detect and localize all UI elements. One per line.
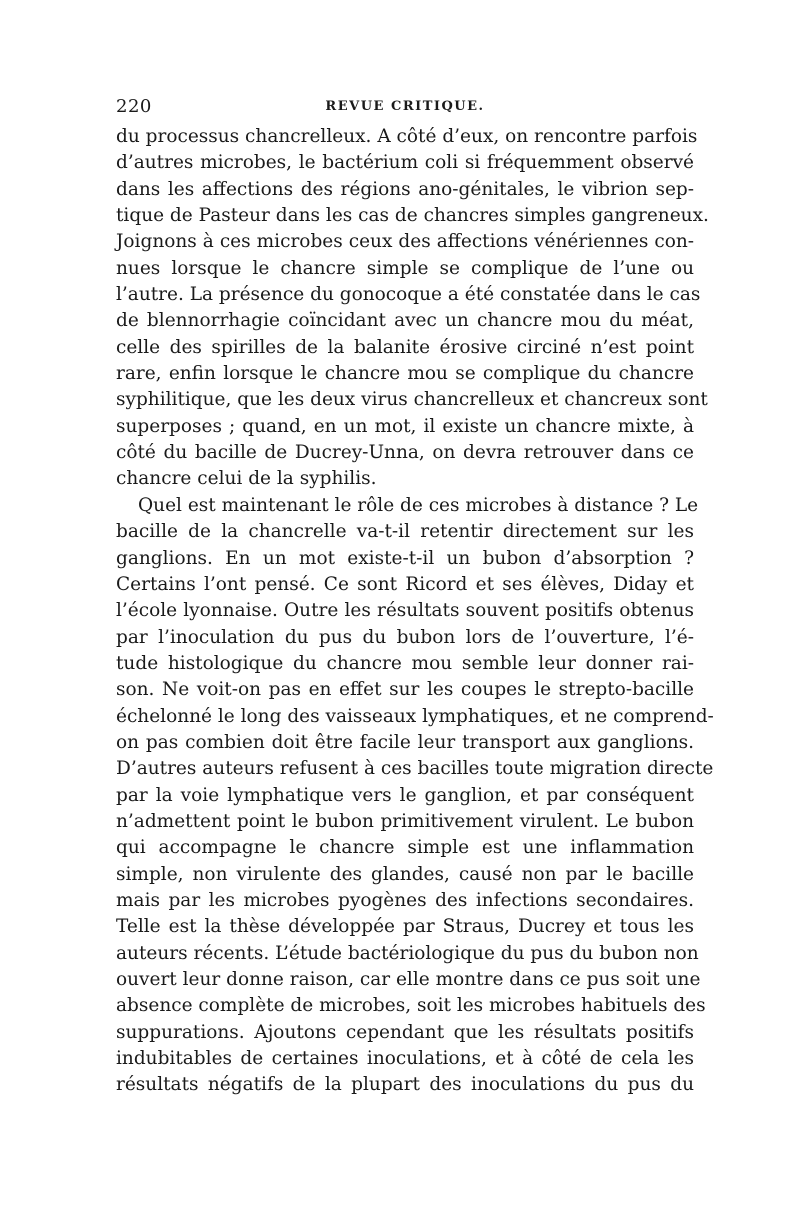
text-line: par l’inoculation du pus du bubon lors de l’ouverture, l’é- bbox=[116, 626, 694, 648]
text-line: d’autres microbes, le bactérium coli si fréquemment observé bbox=[116, 152, 694, 174]
text-line: par la voie lymphatique vers le ganglion, et par conséquent bbox=[116, 784, 694, 806]
text-line: simple, non virulente des glandes, causé non par le bacille bbox=[116, 863, 694, 885]
text-line: échelonné le long des vaisseaux lymphatiques, et ne comprend- bbox=[116, 705, 714, 727]
running-title: REVUE CRITIQUE. bbox=[325, 99, 485, 114]
paragraph-start-line: Quel est maintenant le rôle de ces microbes à distance ? Le bbox=[138, 494, 699, 516]
text-line: syphilitique, que les deux virus chancrelleux et chancreux sont bbox=[116, 389, 708, 411]
text-line: l’autre. La présence du gonocoque a été constatée dans le cas bbox=[116, 284, 701, 306]
body-text bbox=[116, 124, 714, 1099]
text-line: rare, enfin lorsque le chancre mou se complique du chancre bbox=[116, 363, 694, 385]
text-line: D’autres auteurs refusent à ces bacilles toute migration directe bbox=[116, 758, 714, 780]
text-line: bacille de la chancrelle va-t-il retentir directement sur les bbox=[116, 521, 694, 543]
text-line: Certains l’ont pensé. Ce sont Ricord et ses élèves, Diday et bbox=[116, 573, 694, 595]
text-line: on pas combien doit être facile leur transport aux ganglions. bbox=[116, 731, 694, 753]
text-line: son. Ne voit-on pas en effet sur les coupes le strepto-bacille bbox=[116, 679, 694, 701]
page-header bbox=[116, 96, 694, 120]
text-line: ganglions. En un mot existe-t-il un bubon d’absorption ? bbox=[116, 547, 694, 569]
text-line: absence complète de microbes, soit les microbes habituels des bbox=[116, 995, 706, 1017]
text-line: tude histologique du chancre mou semble leur donner rai- bbox=[116, 652, 694, 674]
paragraph-end-line: chancre celui de la syphilis. bbox=[116, 468, 377, 490]
text-line: l’école lyonnaise. Outre les résultats souvent positifs obtenus bbox=[116, 600, 694, 622]
text-line: du processus chancrelleux. A côté d’eux, on rencontre parfois bbox=[116, 126, 698, 147]
text-line: tique de Pasteur dans les cas de chancres simples gangreneux. bbox=[116, 205, 709, 227]
text-line: résultats négatifs de la plupart des inoculations du pus du bbox=[116, 1074, 694, 1096]
text-line: celle des spirilles de la balanite érosive circiné n’est point bbox=[116, 336, 694, 358]
text-line: nues lorsque le chancre simple se complique de l’une ou bbox=[116, 257, 694, 279]
text-line: n’admettent point le bubon primitivement virulent. Le bubon bbox=[116, 810, 694, 832]
text-line: auteurs récents. L’étude bactériologique du pus du bubon non bbox=[116, 942, 699, 964]
text-line: superposes ; quand, en un mot, il existe un chancre mixte, à bbox=[116, 415, 694, 437]
text-line: côté du bacille de Ducrey-Unna, on devra retrouver dans ce bbox=[116, 442, 694, 464]
text-line: Telle est la thèse développée par Straus, Ducrey et tous les bbox=[116, 916, 694, 938]
text-line: qui accompagne le chancre simple est une inflammation bbox=[116, 837, 694, 859]
text-line: dans les affections des régions ano-génitales, le vibrion sep- bbox=[116, 178, 694, 200]
text-line: mais par les microbes pyogènes des infections secondaires. bbox=[116, 889, 694, 911]
text-line: Joignons à ces microbes ceux des affections vénériennes con- bbox=[116, 231, 694, 253]
text-line: suppurations. Ajoutons cependant que les résultats positifs bbox=[116, 1021, 694, 1043]
text-line: ouvert leur donne raison, car elle montre dans ce pus soit une bbox=[116, 969, 701, 990]
text-line: indubitables de certaines inoculations, et à côté de cela les bbox=[116, 1048, 694, 1070]
text-line: de blennorrhagie coïncidant avec un chancre mou du méat, bbox=[116, 310, 694, 332]
page-number: 220 bbox=[116, 96, 152, 117]
